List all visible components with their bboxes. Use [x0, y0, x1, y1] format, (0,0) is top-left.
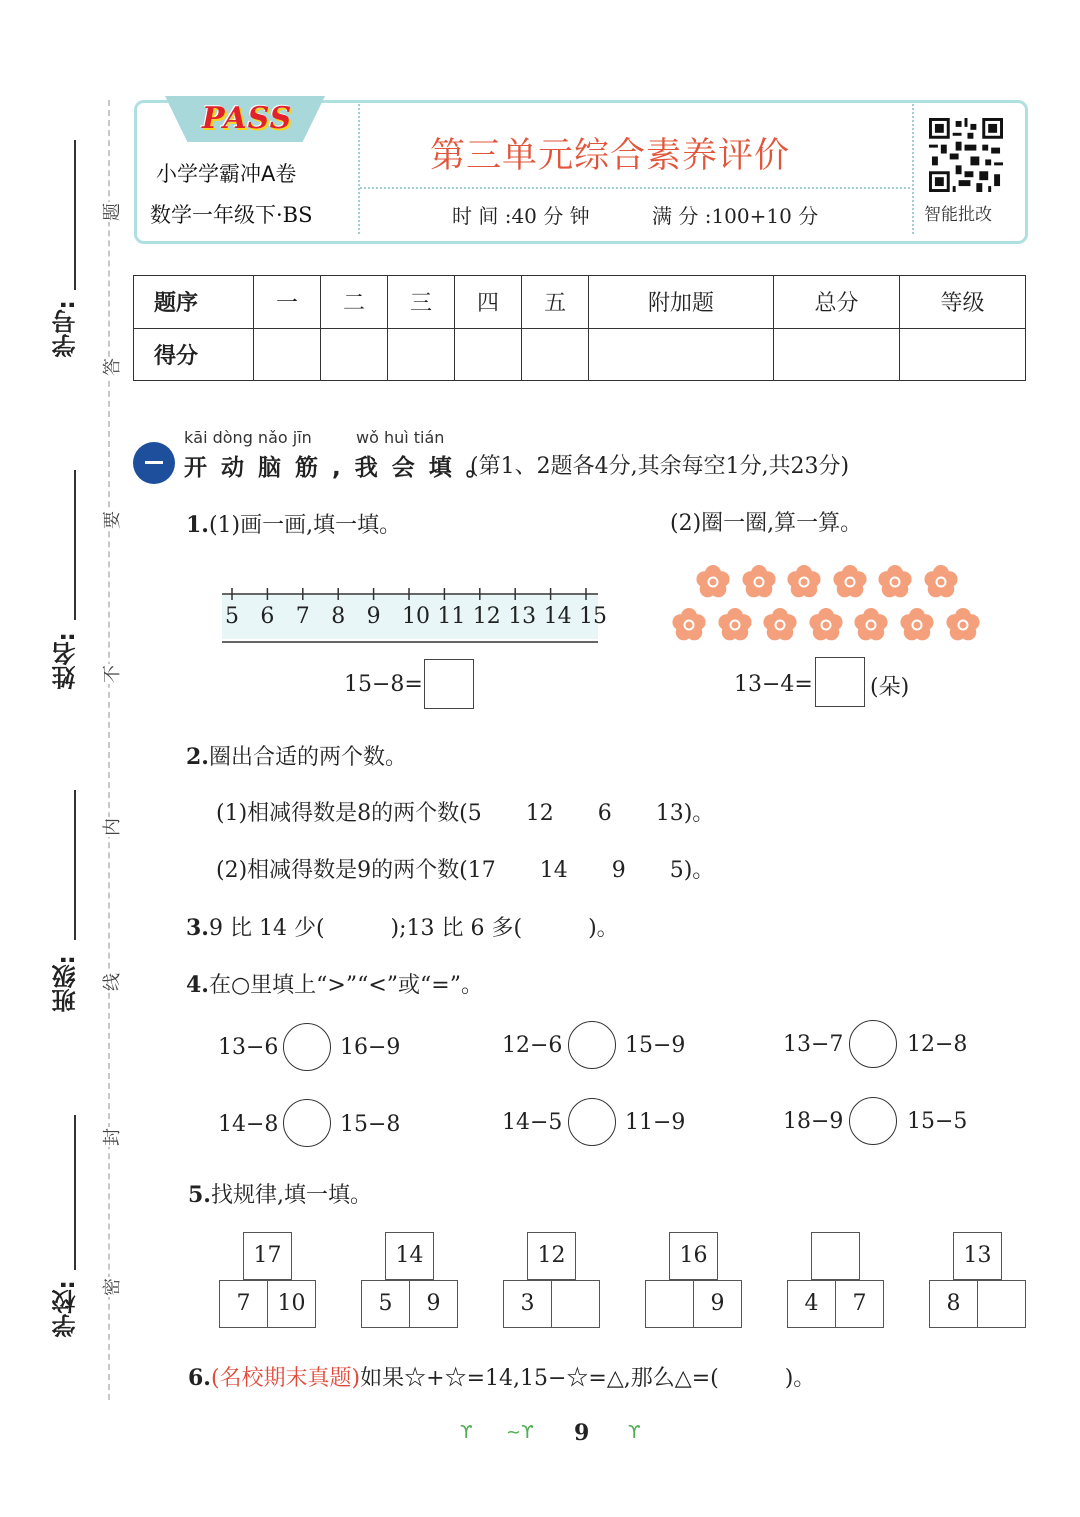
- table-header-cell: 题序: [134, 276, 254, 329]
- ruler-number: 5: [225, 604, 239, 629]
- question-text: 找规律,填一填。: [210, 1183, 372, 1208]
- flower-icon[interactable]: [696, 565, 730, 599]
- seal-char: 要: [98, 510, 122, 530]
- name-label: 姓名:: [52, 632, 80, 690]
- compare-circle[interactable]: [283, 1023, 331, 1071]
- flower-icon[interactable]: [878, 565, 912, 599]
- question-number: 3.: [186, 915, 209, 941]
- answer-box[interactable]: [424, 659, 474, 709]
- pyramid-cell-left: 4: [787, 1280, 836, 1328]
- compare-left: 13−7: [783, 1032, 844, 1057]
- flower-icon[interactable]: [854, 608, 888, 642]
- question-1: [186, 508, 401, 539]
- score-cell[interactable]: [455, 328, 522, 381]
- compare-right: 16−9: [340, 1035, 401, 1060]
- ruler-number: 7: [295, 604, 310, 629]
- table-row: [134, 328, 1026, 381]
- compare-right: 15−8: [340, 1112, 401, 1137]
- seal-char: 答: [98, 357, 122, 377]
- seal-char: 不: [98, 664, 122, 684]
- question-3: [186, 911, 619, 942]
- seal-char: 内: [98, 817, 122, 837]
- pyramid-cell-top: 13: [953, 1232, 1002, 1280]
- brand-name: 小学学霸冲A卷: [156, 162, 297, 186]
- table-header-cell: 等级: [899, 276, 1025, 329]
- question-number: 2.: [186, 744, 209, 770]
- question-number: 1.: [186, 512, 209, 538]
- sprout-icon: ϒ: [460, 1422, 473, 1443]
- question-number: 4.: [186, 972, 209, 998]
- name-line: [74, 470, 76, 620]
- compare-circle[interactable]: [568, 1098, 616, 1146]
- question-text: 如果☆+☆=14,15−☆=△,那么△=( )。: [360, 1366, 816, 1391]
- compare-left: 18−9: [783, 1109, 844, 1134]
- score-cell[interactable]: [388, 328, 455, 381]
- grade-label: 数学一年级下·BS: [150, 203, 313, 227]
- pass-logo: PASS: [202, 101, 293, 136]
- score-table: [133, 275, 1026, 381]
- question-text: (1)画一画,填一填。: [208, 513, 402, 538]
- table-header-cell: 一: [254, 276, 321, 329]
- question-number: 6.: [188, 1365, 211, 1391]
- compare-circle[interactable]: [283, 1099, 331, 1147]
- score-cell[interactable]: [522, 328, 589, 381]
- question-1-part2: (2)圈一圈,算一算。: [670, 511, 863, 536]
- ruler-number: 12: [472, 604, 501, 629]
- compare-right: 12−8: [907, 1032, 968, 1057]
- pyramid-cell-left: 7: [219, 1280, 268, 1328]
- header-divider: [912, 104, 914, 234]
- question-5: [188, 1178, 372, 1209]
- table-header-cell: 附加题: [589, 276, 774, 329]
- table-row: [134, 276, 1026, 329]
- equation-2: 13−4=: [734, 672, 813, 697]
- pinyin: kāi dòng nǎo jīn: [184, 428, 312, 447]
- pyramid-cell-top: 14: [385, 1232, 434, 1280]
- compare-right: 11−9: [625, 1110, 686, 1135]
- score-cell[interactable]: [254, 328, 321, 381]
- section-badge-icon: [133, 442, 175, 484]
- ruler-number: 6: [260, 604, 275, 629]
- pyramid-cell-left[interactable]: [645, 1280, 694, 1328]
- school-label: 学校:: [52, 1280, 80, 1338]
- flower-icon[interactable]: [946, 608, 980, 642]
- ruler-number: 15: [579, 604, 607, 629]
- table-header-cell: 四: [455, 276, 522, 329]
- ruler-number: 10: [402, 604, 430, 629]
- seal-line: [108, 100, 110, 1400]
- question-2-line2[interactable]: (2)相减得数是9的两个数(17 14 9 5)。: [216, 858, 715, 883]
- sprout-icon: ϒ: [628, 1422, 641, 1443]
- pyramid-cell-top: 17: [243, 1232, 292, 1280]
- score-cell[interactable]: [899, 328, 1025, 381]
- compare-left: 14−5: [502, 1110, 563, 1135]
- pyramid-cell-left: 5: [361, 1280, 410, 1328]
- header-divider: [360, 187, 910, 189]
- exam-time: 时 间 :40 分 钟: [452, 204, 590, 228]
- flower-icon[interactable]: [924, 565, 958, 599]
- question-text: 圈出合适的两个数。: [208, 745, 407, 770]
- section-title: 开 动 脑 筋 , 我 会 填 。: [184, 455, 492, 481]
- ruler-number: 14: [543, 604, 572, 629]
- ruler-number: 11: [437, 604, 466, 629]
- pyramid: [503, 1232, 599, 1330]
- compare-left: 13−6: [218, 1035, 279, 1060]
- flower-icon[interactable]: [900, 608, 934, 642]
- class-line: [74, 790, 76, 940]
- compare-circle[interactable]: [849, 1020, 897, 1068]
- flower-icon[interactable]: [809, 608, 843, 642]
- flower-icon[interactable]: [742, 565, 776, 599]
- ruler-number: 13: [508, 604, 537, 629]
- student-id-line: [74, 140, 76, 290]
- full-score: 满 分 :100+10 分: [652, 204, 819, 228]
- page-title: 第三单元综合素养评价: [430, 136, 791, 176]
- compare-left: 14−8: [218, 1112, 279, 1137]
- pyramid: [929, 1232, 1025, 1330]
- pyramid-cell-left: 8: [929, 1280, 978, 1328]
- pinyin: wǒ huì tián: [356, 428, 445, 447]
- question-number: 5.: [188, 1182, 211, 1208]
- pyramid: [361, 1232, 457, 1330]
- table-header-cell: 得分: [134, 328, 254, 381]
- pyramid-cell-right: 9: [693, 1280, 742, 1328]
- pyramid-cell-right: 10: [267, 1280, 316, 1328]
- school-line: [74, 1115, 76, 1270]
- sprout-icon: ~ϒ: [506, 1422, 534, 1443]
- section-note: (第1、2题各4分,其余每空1分,共23分): [470, 454, 850, 479]
- compare-left: 12−6: [502, 1033, 563, 1058]
- table-header-cell: 总分: [773, 276, 899, 329]
- table-header-cell: 五: [522, 276, 589, 329]
- flower-icon[interactable]: [718, 608, 752, 642]
- seal-char: 题: [98, 202, 122, 222]
- pyramid-cell-right: 7: [835, 1280, 884, 1328]
- class-label: 班级:: [52, 955, 80, 1013]
- flower-icon[interactable]: [833, 565, 867, 599]
- score-cell[interactable]: [589, 328, 774, 381]
- compare-circle[interactable]: [568, 1021, 616, 1069]
- table-header-cell: 二: [321, 276, 388, 329]
- table-header-cell: 三: [388, 276, 455, 329]
- seal-char: 封: [98, 1127, 122, 1147]
- compare-circle[interactable]: [849, 1097, 897, 1145]
- pyramid-cell-top: 12: [527, 1232, 576, 1280]
- student-id-label: 学号:: [52, 300, 80, 358]
- answer-box[interactable]: [815, 657, 865, 707]
- qr-code-icon[interactable]: [928, 118, 1004, 192]
- equation-1: 15−8=: [344, 672, 423, 697]
- pyramid: [787, 1232, 883, 1330]
- pyramid-cell-left: 3: [503, 1280, 552, 1328]
- seal-char: 线: [98, 972, 122, 992]
- question-2: [186, 740, 407, 771]
- compare-right: 15−9: [625, 1033, 686, 1058]
- flower-icon[interactable]: [787, 565, 821, 599]
- question-text: 9 比 14 少( );13 比 6 多( )。: [208, 916, 619, 941]
- seal-char: 密: [98, 1277, 122, 1297]
- pyramid-cell-right[interactable]: [551, 1280, 600, 1328]
- pyramid-cell-top: 16: [669, 1232, 718, 1280]
- flower-icon[interactable]: [763, 608, 797, 642]
- question-2-line1[interactable]: (1)相减得数是8的两个数(5 12 6 13)。: [216, 801, 715, 826]
- score-cell[interactable]: [321, 328, 388, 381]
- score-cell[interactable]: [773, 328, 899, 381]
- question-tag: (名校期末真题): [210, 1366, 361, 1391]
- pyramid: [645, 1232, 741, 1330]
- question-text: 在○里填上“>”“<”或“=”。: [208, 973, 483, 998]
- pyramid: [219, 1232, 315, 1330]
- header-divider: [358, 104, 360, 234]
- smart-grading-label: 智能批改: [924, 205, 992, 225]
- ruler-number: 8: [331, 604, 346, 629]
- question-6: [188, 1361, 815, 1392]
- ruler-number: 9: [366, 604, 381, 629]
- page-number: 9: [574, 1420, 590, 1446]
- unit-label: (朵): [870, 675, 910, 700]
- pyramid-cell-right[interactable]: [977, 1280, 1026, 1328]
- pyramid-cell-top[interactable]: [811, 1232, 860, 1280]
- pyramid-cell-right: 9: [409, 1280, 458, 1328]
- flower-icon[interactable]: [672, 608, 706, 642]
- compare-right: 15−5: [907, 1109, 968, 1134]
- question-4: [186, 968, 483, 999]
